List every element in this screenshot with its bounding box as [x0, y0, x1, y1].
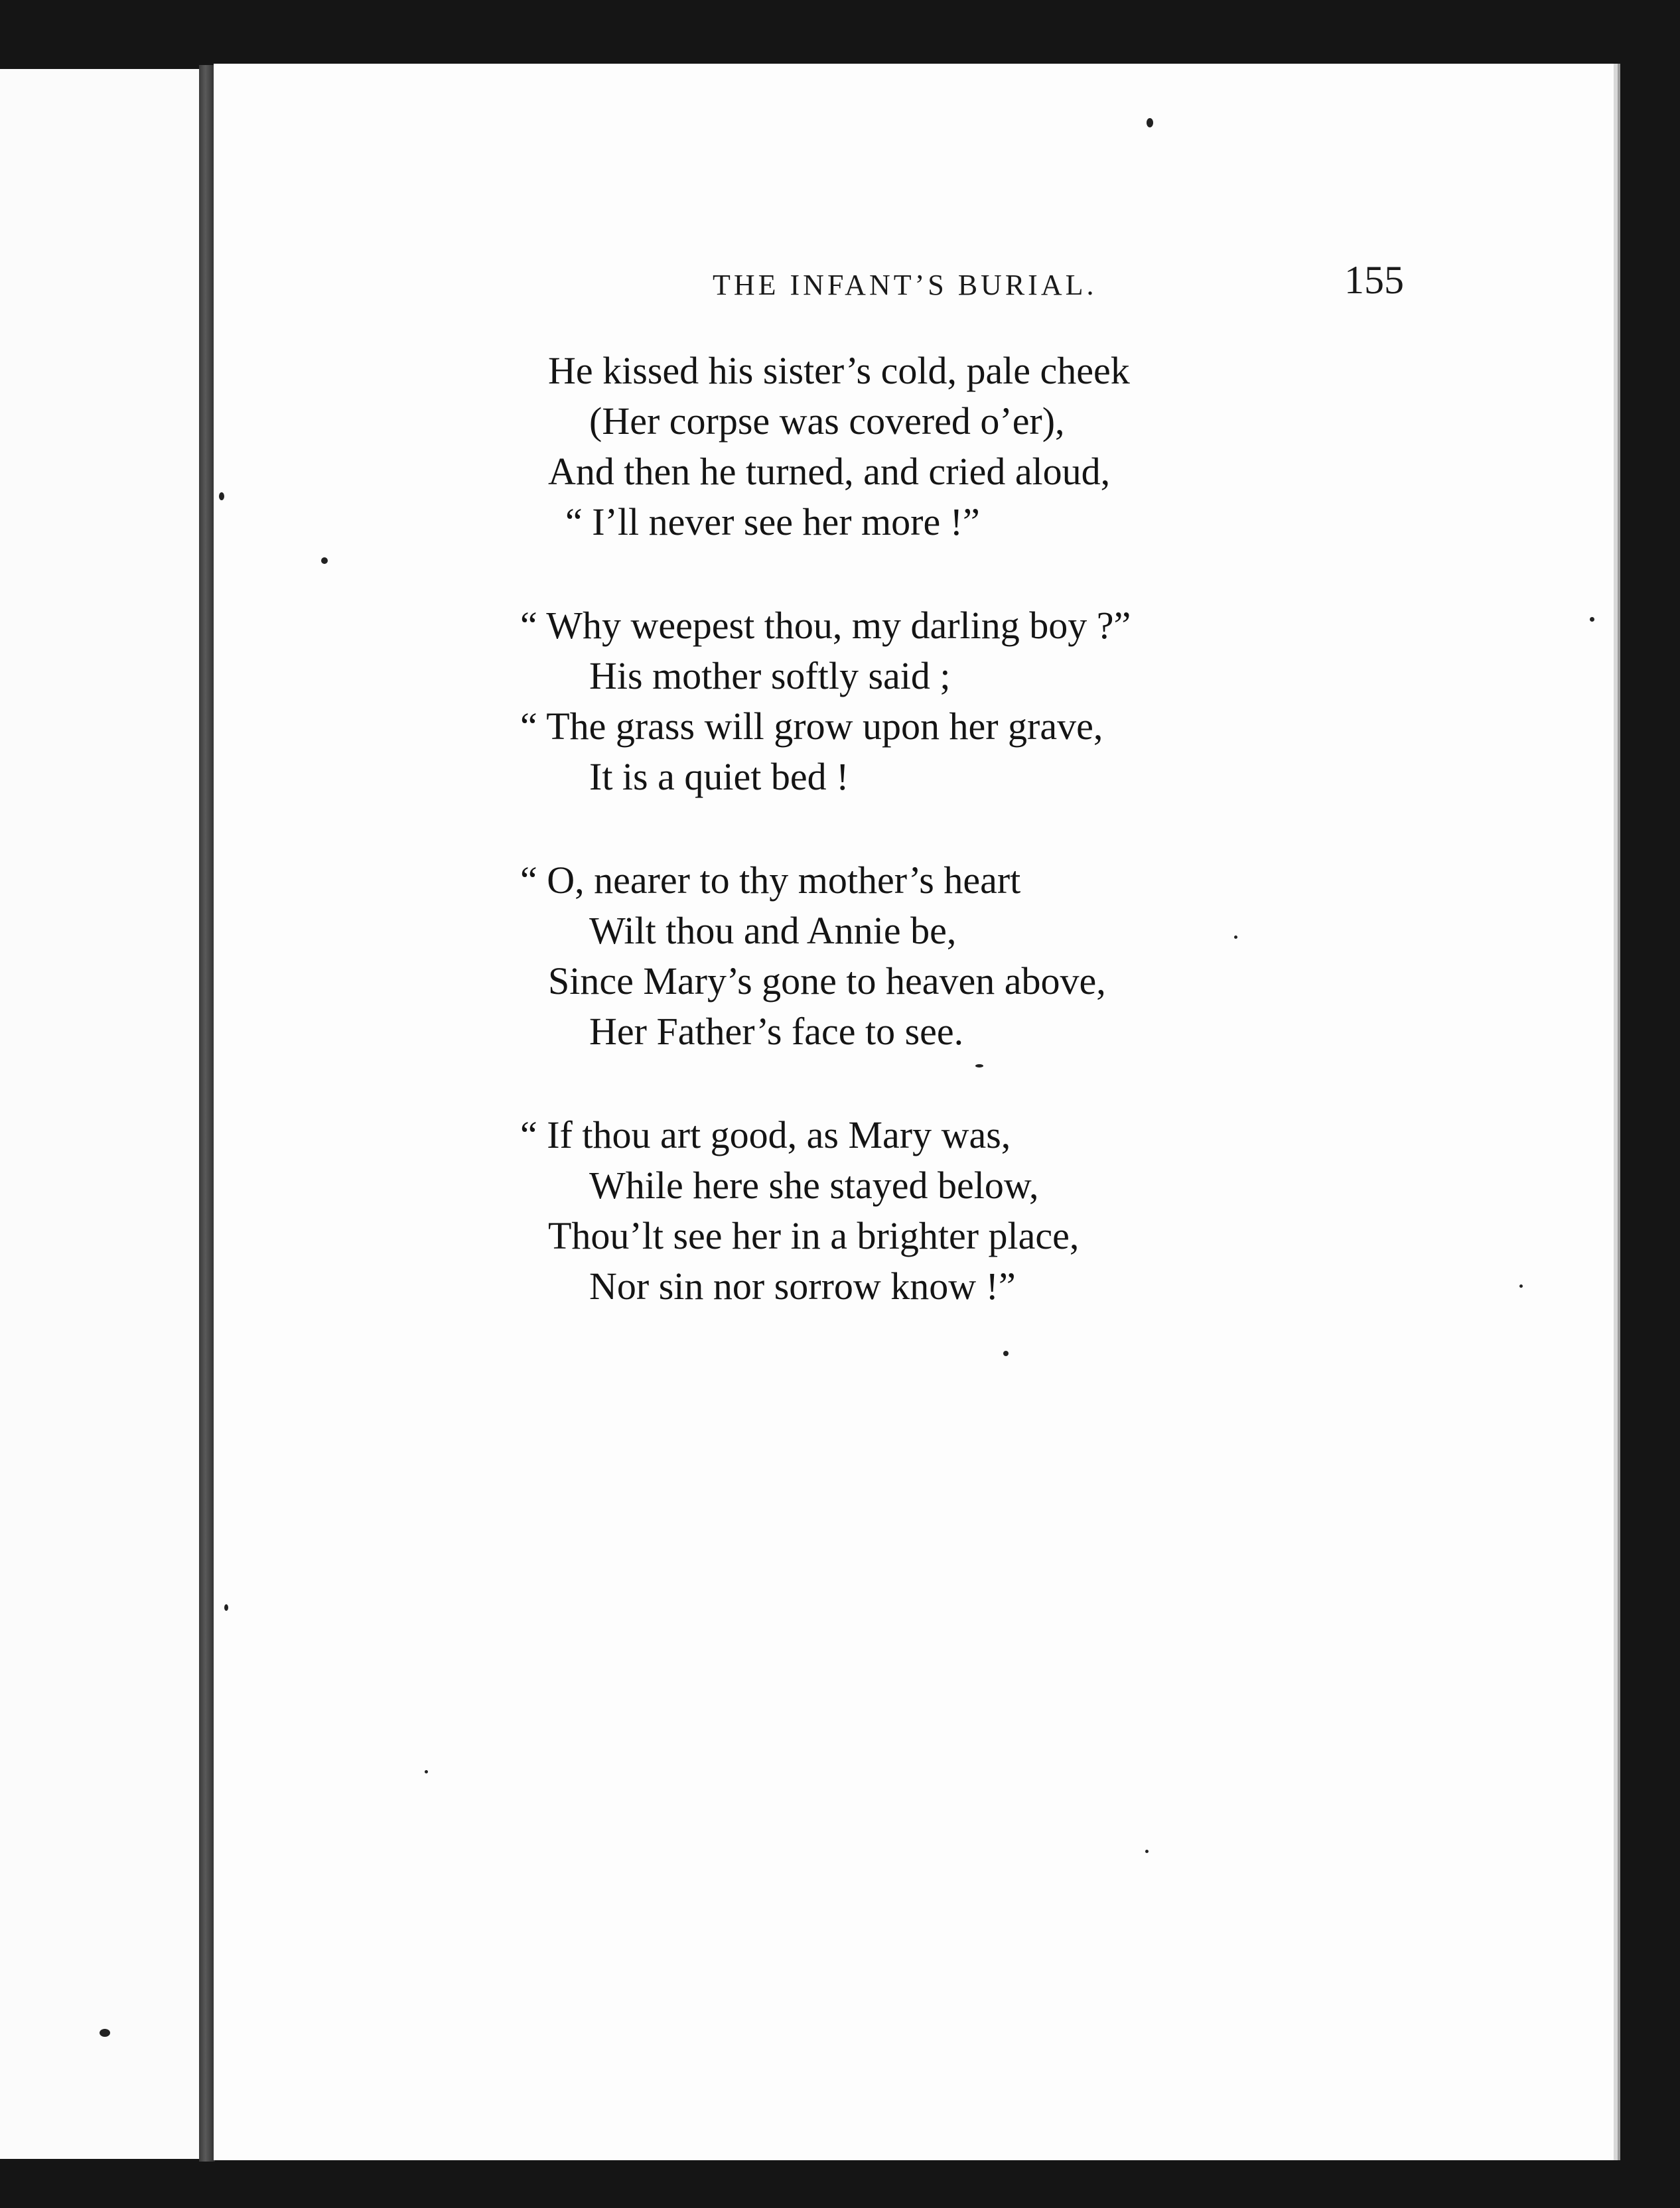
scan-speck — [425, 1770, 428, 1773]
scan-speck — [100, 2029, 110, 2037]
poem-line: “ I’ll never see her more !” — [565, 500, 980, 543]
scan-speck — [219, 492, 224, 500]
poem-line: “ O, nearer to thy mother’s heart — [520, 859, 1021, 902]
poem-line: His mother softly said ; — [589, 654, 951, 697]
scan-speck — [224, 1604, 228, 1611]
poem-line: Thou’lt see her in a brighter place, — [548, 1214, 1080, 1257]
poem-line: “ If thou art good, as Mary was, — [520, 1113, 1011, 1156]
poem-line: Nor sin nor sorrow know !” — [589, 1265, 1016, 1308]
poem-line: And then he turned, and cried aloud, — [548, 450, 1111, 493]
poem-line: “ Why weepest thou, my darling boy ?” — [520, 604, 1131, 647]
scan-speck — [1147, 118, 1153, 127]
poem-line: It is a quiet bed ! — [589, 755, 849, 798]
poem-line: (Her corpse was covered o’er), — [589, 399, 1065, 443]
scan-speck — [1234, 935, 1237, 939]
poem-line: He kissed his sister’s cold, pale cheek — [548, 349, 1130, 392]
scan-speck — [321, 557, 328, 564]
poem-line: “ The grass will grow upon her grave, — [520, 705, 1103, 748]
page-number: 155 — [1344, 258, 1404, 302]
poem-line: While here she stayed below, — [589, 1164, 1039, 1207]
scan-speck — [975, 1064, 983, 1068]
facing-page-edge — [0, 69, 200, 2159]
book-gutter — [199, 65, 215, 2162]
scan-speck — [1003, 1351, 1009, 1356]
poem-line: Wilt thou and Annie be, — [589, 909, 957, 952]
scan-speck — [1145, 1850, 1149, 1853]
scan-speck — [1590, 617, 1594, 622]
scan-speck — [1519, 1284, 1523, 1288]
poem-line: Her Father’s face to see. — [589, 1010, 964, 1053]
running-title: THE INFANT’S BURIAL. — [713, 269, 1097, 301]
poem-line: Since Mary’s gone to heaven above, — [548, 959, 1106, 1002]
